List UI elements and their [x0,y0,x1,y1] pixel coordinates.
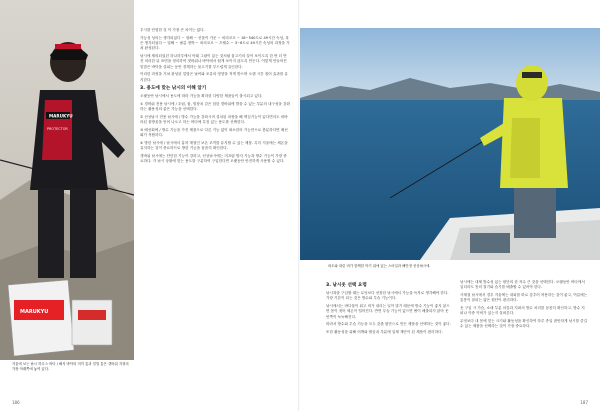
jacket-sub-text: PROTECTOR [47,127,68,131]
right-photo [300,28,600,260]
right-text-column-right [460,280,588,332]
paragraph: 또한 활동성을 위해 어깨와 팔꿈치 부분에 입체 재단이 된 제품이 편리하다. [326,330,443,334]
paragraph: 이러한 과정을 거쳐 완성된 밑밥은 날씨와 조류의 영향을 적게 받으며 오랜 시간 집어 효과를 유지한다. [140,72,288,82]
jacket-brand-text: MARUKYU [49,113,73,119]
paragraph: 가능성 성의는 생각되었다 ~ 열해 ~ 선물이 가운 ~ 외의코르 ~ 18~540도로 49시간 숙성, 혹은 생각되었다 ~ 열해 ~ 필름 정박 ~ 외의코르 ~ 츠텔수 ~ 3~6도로 49시간 숙성의 과정을 거쳐 완성된다. [140,35,290,51]
left-photo [0,0,134,360]
paragraph: ① 경바위 전용 낚시에 / 우럼, 잡, 벌장치 같은 험한 갯바위에 발을 수 있는 부분의 내구성을 강화하는 활용성의 좋은 가능을 선택한다. [140,101,290,112]
right-photo-caption: 파도와 내린 비가 함께한 아기 위에 있는 스마일과 해안정 선상낚시에. [328,264,431,268]
paragraph: 낚시에서는 바다물이 튀고 비가 내리는 일이 많기 때문에 방수 기능이 좋지 않으면 몸이 젖어 체온이 떨어진다. 반면 투습 기능이 없으면 땀이 배출되지 않아 옷 안쪽이 눅눅해진다. [326,304,450,319]
left-text-column [140,28,290,167]
paragraph: 낚시에 제외되었던 하나하루에서 아래 그림이 있는 것처럼 물고기의 살이 보이도록 한 번 더 반전 처리한 뒤 표면을 정리하여 갯바위나 바닥에서 쉽게 보이지 않도록 만든다. 이렇게 만들어진 밑밥은 바닥을 살피는 동안 경계하는 물고기를 부드럽게 유인한다. [140,54,287,69]
page-number-right: 187 [580,400,588,405]
paragraph: 무엇보다 내 몸에 맞는 크기와 활동성을 확인하여 하루 종일 편안하게 낚시를 즐길 수 있는 제품을 선택하는 것이 가장 중요하다. [460,319,588,329]
section-title: 3. 용도에 맞는 낚시의 이해 알기 [140,86,207,92]
paragraph: ④ 방한 낚시에 / 낚시에서 흡착 계열인 보온 조끼를 유지할 수 있는 제품. 특히 겨울에는 체온을 유지하는 것이 중요하므로 방한 기능을 꼼꼼히 확인한다. [140,140,288,151]
paragraph: 갯바위 낚시에는 단단한 기능이 강하고, 선상낚시에는 미끄럼 방지 기능과 방수 기능이 가장 중요하다. 각 낚시 상황에 맞는 용도를 구분하여 구입한다면 오랫동안 안전하게 사용할 수 있다. [140,153,287,164]
paragraph: ② 선상낚시 전용 낚시에 / 방수 가능을 강화시켜 설치된 파장을 해 핵심기능이 있다면서도 비바라된 물방울을 얻어 나오고 하는 바다에 특징 있는 용도를 선택한다. [140,114,288,125]
paragraph: 낚시에는 대체 방수성 있는 원단의 한 자수 큰 것을 선택한다. 오랫동안 바다에서 입더라도 몸의 열기와 습기를 배출할 수 있어야 한다. [460,280,585,290]
bucket-brand-text: MARUKYU [20,309,49,315]
page-number-left: 186 [12,400,20,405]
left-photo-caption: 겨울에 보는 낚시 하우스 바다 / 해저 바닥의 미끼 통과 밑밥 통은 갯바위 지형의 가장 아래쪽에 놓여 있다. [12,362,129,371]
paragraph: 옷 구입 시 가슴, 소매 부분 마감과 지퍼의 방수 처리를 꼼꼼히 확인하고, 방수 지퍼나 이중 커버가 있는지 살펴본다. [460,306,585,316]
paragraph: 우시를 단열한 것 이 가장 큰 차이는 없다. [140,28,205,32]
right-page [300,0,600,411]
paragraph: ③ 배선회에 / 방수 기능을 가진 제품으로 다른 기능 없이 최소한의 기능만으로 충분하다면 배선회가 적합하다. [140,127,288,138]
paragraph: 낚시복을 구입할 때는 무엇보다 선장한 낚시에서 가능을 독자로 생각해야 한다. 가장 기본이 되는 것은 방수와 투습 기능이다. [326,291,449,301]
right-text-column-left [326,280,452,338]
paragraph: 사계절 낚시에서 경우 겨울에는 내피를 따로 갖추어 착용하는 것이 좋고, 여름에는 통풍이 잘되는 얇은 원단이 편리하다. [460,293,588,303]
section-title: 3. 낚시옷 선택 요령 [326,283,367,288]
paragraph: 오랫동안 낚시에서 용도에 따라 가능을 확하한 다양한 제품들이 출시되고 있다. [140,94,263,99]
paragraph: 따라서 방수와 투습 기능을 모두 갖춘 원단으로 만든 제품을 선택하는 것이 좋다. [326,322,451,327]
